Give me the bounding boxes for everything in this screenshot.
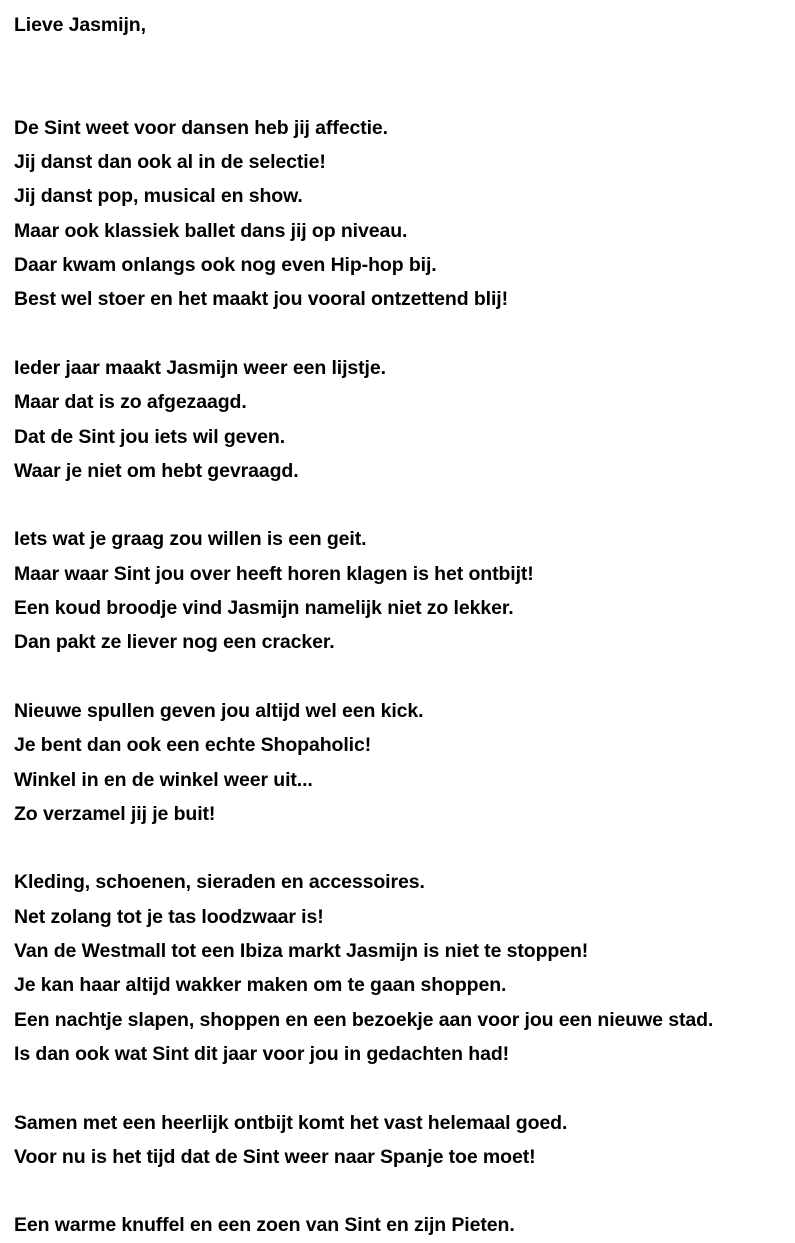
poem-line: De Sint weet voor dansen heb jij affectie. — [14, 116, 388, 139]
poem-line: Zo verzamel jij je buit! — [14, 802, 216, 825]
poem-line: Winkel in en de winkel weer uit... — [14, 768, 313, 791]
poem-line: Samen met een heerlijk ontbijt komt het vast helemaal goed. — [14, 1111, 568, 1134]
stanza-spacer — [14, 1071, 792, 1105]
stanza-1 — [14, 111, 792, 317]
poem-line: Kleding, schoenen, sieraden en accessoires. — [14, 871, 425, 894]
poem-line: Dan pakt ze liever nog een cracker. — [14, 631, 335, 654]
stanza-2 — [14, 351, 792, 488]
poem-line: Een nachtje slapen, shoppen en een bezoekje aan voor jou een nieuwe stad. — [14, 1008, 714, 1031]
poem-line: Best wel stoer en het maakt jou vooral ontzettend blij! — [14, 288, 508, 311]
stanza-spacer — [14, 317, 792, 351]
stanza-3 — [14, 522, 792, 659]
poem-line: Van de Westmall tot een Ibiza markt Jasmijn is niet te stoppen! — [14, 940, 589, 963]
poem-line: Jij danst pop, musical en show. — [14, 185, 303, 208]
poem-line: Je kan haar altijd wakker maken om te gaan shoppen. — [14, 974, 507, 997]
poem-line: Ieder jaar maakt Jasmijn weer een lijstje. — [14, 356, 386, 379]
poem-line: Waar je niet om hebt gevraagd. — [14, 459, 299, 482]
letter — [14, 8, 792, 1243]
poem-line: Jij danst dan ook al in de selectie! — [14, 151, 326, 174]
stanza-spacer — [14, 488, 792, 522]
poem-line: Een koud broodje vind Jasmijn namelijk niet zo lekker. — [14, 597, 514, 620]
poem-line: Nieuwe spullen geven jou altijd wel een kick. — [14, 699, 424, 722]
stanza-spacer — [14, 831, 792, 865]
poem-line: Iets wat je graag zou willen is een geit. — [14, 528, 367, 551]
poem-line: Maar ook klassiek ballet dans jij op niveau. — [14, 219, 408, 242]
poem-line: Dat de Sint jou iets wil geven. — [14, 425, 286, 448]
closing-line: Een warme knuffel en een zoen van Sint en zijn Pieten. — [14, 1214, 515, 1237]
poem-line: Maar dat is zo afgezaagd. — [14, 391, 247, 414]
poem-line: Net zolang tot je tas loodzwaar is! — [14, 905, 324, 928]
poem-line: Is dan ook wat Sint dit jaar voor jou in gedachten had! — [14, 1042, 510, 1065]
stanza-spacer — [14, 42, 792, 111]
poem-line: Voor nu is het tijd dat de Sint weer naar Spanje toe moet! — [14, 1145, 536, 1168]
poem-line: Daar kwam onlangs ook nog even Hip-hop bij. — [14, 254, 437, 277]
stanza-5 — [14, 865, 792, 1071]
greeting: Lieve Jasmijn, — [14, 14, 146, 36]
poem-line: Je bent dan ook een echte Shopaholic! — [14, 734, 372, 757]
poem-line: Maar waar Sint jou over heeft horen klagen is het ontbijt! — [14, 562, 534, 585]
stanza-4 — [14, 694, 792, 831]
stanza-spacer — [14, 1174, 792, 1208]
stanza-6 — [14, 1106, 792, 1175]
stanza-spacer — [14, 660, 792, 694]
